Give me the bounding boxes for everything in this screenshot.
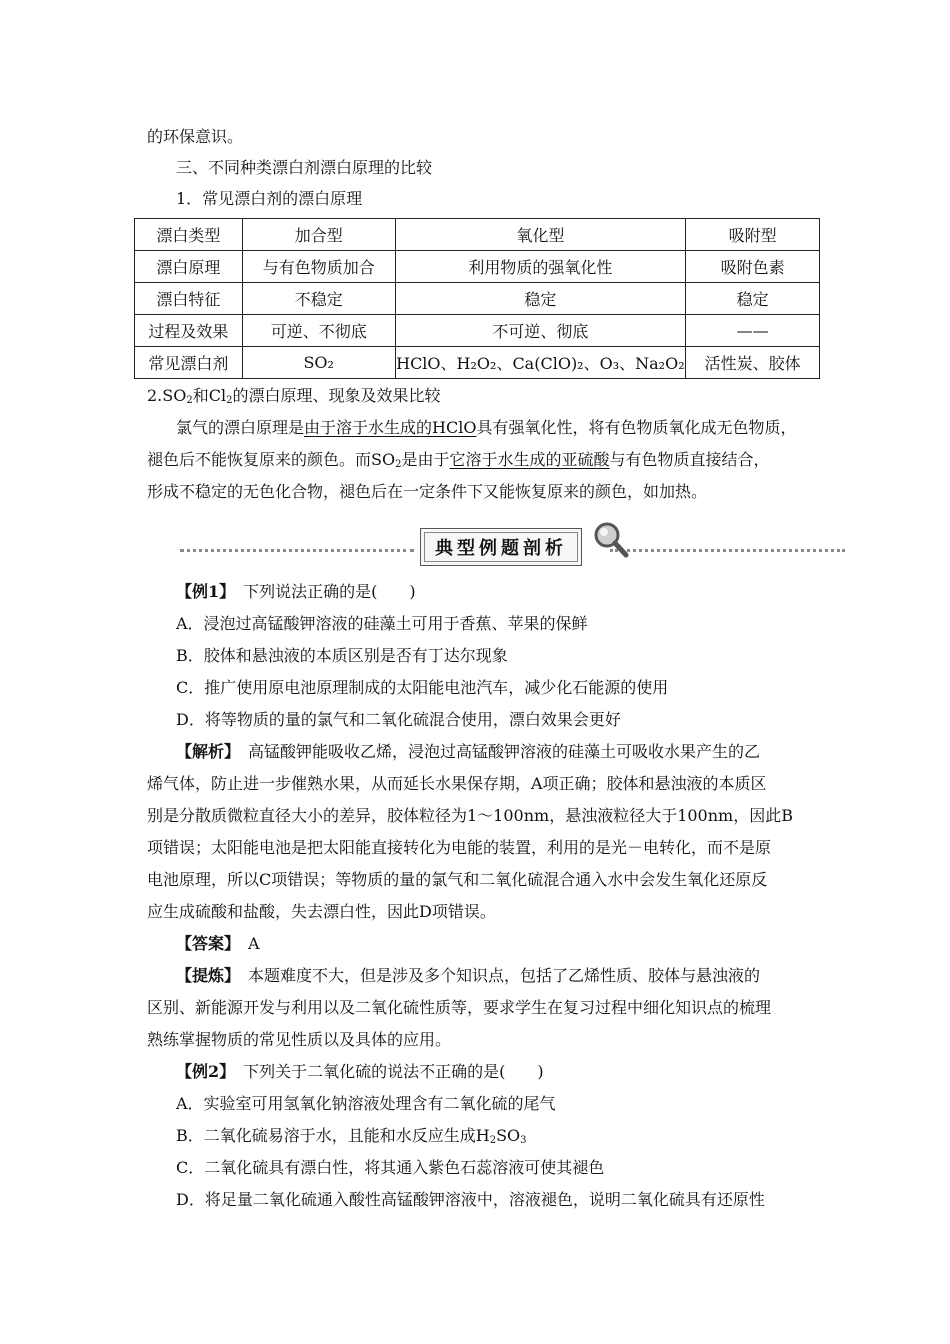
table-cell: 不稳定 <box>242 283 395 315</box>
table-cell: 稳定 <box>686 283 820 315</box>
example-2-option-a: A．实验室可用氢氧化钠溶液处理含有二氧化硫的尾气 <box>176 1094 556 1113</box>
intro-tail: 的环保意识。 <box>147 127 244 146</box>
table-row <box>135 315 820 347</box>
table-header-cell: 氧化型 <box>395 219 686 251</box>
analysis-line: 【解析】 高锰酸钾能吸收乙烯，浸泡过高锰酸钾溶液的硅藻土可吸收水果产生的乙 <box>176 742 761 761</box>
table-cell: HClO、H₂O₂、Ca(ClO)₂、O₃、Na₂O₂ <box>395 347 686 379</box>
table-row <box>135 251 820 283</box>
subsection-1-title: 1．常见漂白剂的漂白原理 <box>176 189 363 208</box>
analysis-line: 项错误；太阳能电池是把太阳能直接转化为电能的装置，利用的是光－电转化，而不是原 <box>147 838 772 857</box>
table-cell: 常见漂白剂 <box>135 347 243 379</box>
section-3-title: 三、不同种类漂白剂漂白原理的比较 <box>176 158 433 177</box>
paragraph-line: 褪色后不能恢复原来的颜色。而$SO_2$是由于它溶于水生成的亚硫酸与有色物质直接结合， <box>147 450 770 470</box>
table-cell: 漂白原理 <box>135 251 243 283</box>
table-header-row <box>135 219 820 251</box>
bleach-comparison-table <box>134 218 820 379</box>
subsection-2-title: $2.SO_2$和$Cl_2$的漂白原理、现象及效果比较 <box>147 386 441 406</box>
summary-line: 熟练掌握物质的常见性质以及具体的应用。 <box>147 1030 452 1049</box>
table-row <box>135 347 820 379</box>
analysis-line: 电池原理，所以C项错误；等物质的量的氯气和二氧化硫混合通入水中会发生氧化还原反 <box>147 870 768 889</box>
table-header-cell: 吸附型 <box>686 219 820 251</box>
example-1-option-d: D．将等物质的量的氯气和二氧化硫混合使用，漂白效果会更好 <box>176 710 621 729</box>
example-1-option-c: C．推广使用原电池原理制成的太阳能电池汽车，减少化石能源的使用 <box>176 678 669 697</box>
paragraph-line: 形成不稳定的无色化合物，褪色后在一定条件下又能恢复原来的颜色，如加热。 <box>147 482 708 501</box>
table-cell: 稳定 <box>395 283 686 315</box>
paragraph-line: 氯气的漂白原理是由于溶于水生成的HClO具有强氧化性，将有色物质氧化成无色物质， <box>176 418 797 437</box>
table-header-cell: 漂白类型 <box>135 219 243 251</box>
table-cell: 过程及效果 <box>135 315 243 347</box>
example-2-option-c: C．二氧化硫具有漂白性，将其通入紫色石蕊溶液可使其褪色 <box>176 1158 605 1177</box>
table-row <box>135 283 820 315</box>
section-banner <box>180 520 845 570</box>
analysis-line: 应生成硫酸和盐酸，失去漂白性，因此D项错误。 <box>147 902 496 921</box>
summary-line: 【提炼】 本题难度不大，但是涉及多个知识点，包括了乙烯性质、胶体与悬浊液的 <box>176 966 761 985</box>
answer-line: 【答案】 A <box>176 934 260 953</box>
example-2-question: 【例2】 下列关于二氧化硫的说法不正确的是( ) <box>176 1062 544 1081</box>
underlined-text: 它溶于水生成的亚硫酸 <box>449 450 610 469</box>
table-cell: 漂白特征 <box>135 283 243 315</box>
example-2-option-d: D．将足量二氧化硫通入酸性高锰酸钾溶液中，溶液褪色，说明二氧化硫具有还原性 <box>176 1190 765 1209</box>
table-cell: 吸附色素 <box>686 251 820 283</box>
table-cell: 与有色物质加合 <box>242 251 395 283</box>
magnifier-icon <box>592 520 630 560</box>
table-header-cell: 加合型 <box>242 219 395 251</box>
table-cell: 活性炭、胶体 <box>686 347 820 379</box>
analysis-line: 别是分散质微粒直径大小的差异，胶体粒径为1～100nm，悬浊液粒径大于100nm，因此B <box>147 806 793 825</box>
example-1-option-b: B．胶体和悬浊液的本质区别是否有丁达尔现象 <box>176 646 508 665</box>
banner-title: 典型例题剖析 <box>424 532 578 562</box>
dotted-divider <box>180 549 414 552</box>
analysis-line: 烯气体，防止进一步催熟水果，从而延长水果保存期，A项正确；胶体和悬浊液的本质区 <box>147 774 767 793</box>
table-cell: 利用物质的强氧化性 <box>395 251 686 283</box>
example-2-option-b: B．二氧化硫易溶于水，且能和水反应生成$H_2SO_3$ <box>176 1126 527 1146</box>
table-cell: 不可逆、彻底 <box>395 315 686 347</box>
dotted-divider <box>610 549 845 552</box>
table-cell: 可逆、不彻底 <box>242 315 395 347</box>
example-1-question: 【例1】 下列说法正确的是( ) <box>176 582 416 601</box>
table-cell: SO₂ <box>242 347 395 379</box>
example-1-option-a: A．浸泡过高锰酸钾溶液的硅藻土可用于香蕉、苹果的保鲜 <box>176 614 588 633</box>
underlined-text: 由于溶于水生成的HClO <box>304 418 477 437</box>
summary-line: 区别、新能源开发与利用以及二氧化硫性质等，要求学生在复习过程中细化知识点的梳理 <box>147 998 772 1017</box>
banner-box <box>420 528 582 566</box>
table-cell: —— <box>686 315 820 347</box>
